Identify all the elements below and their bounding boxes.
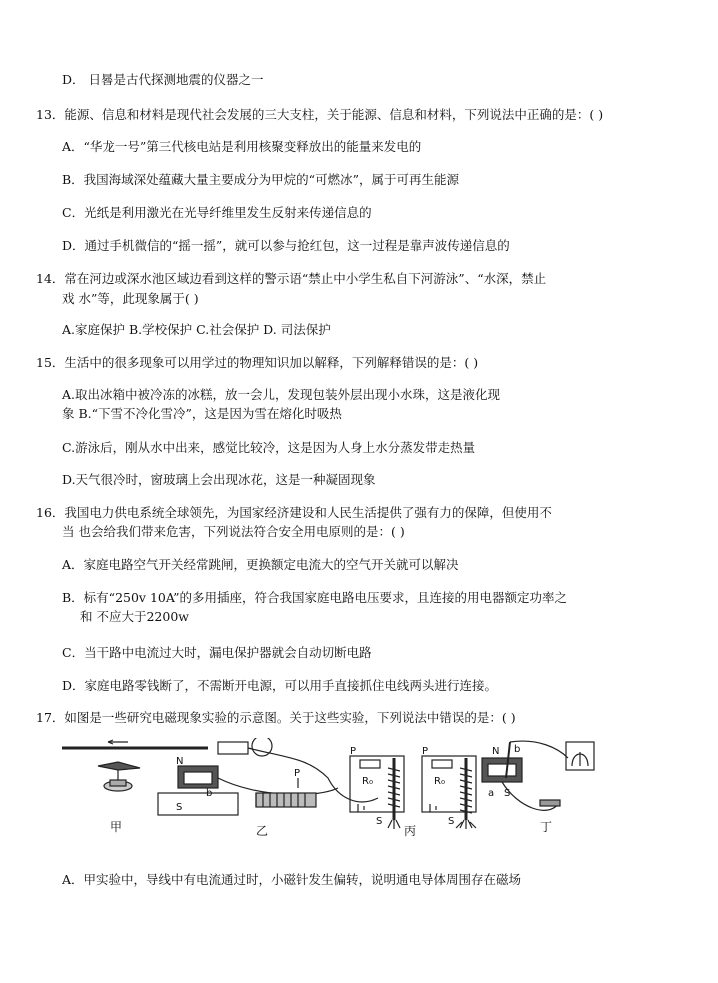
label-n-ding: N (492, 746, 500, 757)
text-line: D．通过手机微信的“摇一摇”，就可以参与抢红包，这一过程是靠声波传递信息的 (62, 238, 510, 253)
text-line: C.游泳后，刚从水中出来，感觉比较冷，这是因为人身上水分蒸发带走热量 (62, 440, 476, 455)
label-p-yi: P (294, 768, 301, 779)
text-line: 13．能源、信息和材料是现代社会发展的三大支柱，关于能源、信息和材料，下列说法中正确的是：( ) (36, 107, 604, 122)
caption-ding: 丁 (540, 820, 553, 834)
text-line: B．我国海域深处蕴藏大量主要成分为甲烷的“可燃冰”，属于可再生能源 (62, 172, 459, 187)
text-line: 17．如图是一些研究电磁现象实验的示意图。关于这些实验，下列说法中错误的是：( ) (36, 710, 516, 725)
label-r0-bing2: R₀ (434, 776, 445, 787)
caption-yi: 乙 (256, 824, 269, 838)
text-line: C．光纸是利用激光在光导纤维里发生反射来传递信息的 (62, 205, 372, 220)
text-line: A.取出冰箱中被冷冻的冰糕，放一会儿，发现包装外层出现小水珠，这是液化现 (62, 387, 501, 402)
text-line: D.天气很冷时，窗玻璃上会出现冰花，这是一种凝固现象 (62, 472, 376, 487)
electromagnetism-figure (58, 738, 598, 838)
text-line: 和 不应大于2200w (80, 609, 189, 624)
label-s-yi: S (176, 802, 183, 813)
label-a-ding: a (488, 788, 495, 799)
text-line: 14．常在河边或深水池区域边看到这样的警示语“禁止中小学生私自下河游泳”、“水深，禁止 (36, 271, 547, 286)
text-line: B．标有“250v 10A”的多用插座，符合我国家庭电路电压要求，且连接的用电器额定功率之 (62, 590, 567, 605)
experiment-yi (158, 738, 378, 815)
label-p-bing1: P (350, 746, 357, 757)
label-s-ding: S (504, 788, 511, 799)
label-b-ding: b (514, 744, 521, 755)
caption-bing: 丙 (404, 824, 417, 838)
label-p-bing2: P (422, 746, 429, 757)
label-b-yi: b (206, 788, 213, 799)
text-line: C．当干路中电流过大时，漏电保护器就会自动切断电路 (62, 645, 372, 660)
caption-jia: 甲 (110, 820, 123, 834)
label-s-bing2: S (448, 816, 455, 827)
text-line: 16．我国电力供电系统全球领先，为国家经济建设和人民生活提供了强有力的保障，但使用不 (36, 505, 552, 520)
text-line: 15．生活中的很多现象可以用学过的物理知识加以解释，下列解释错误的是：( ) (36, 355, 479, 370)
text-line: A．“华龙一号”第三代核电站是利用核聚变释放出的能量来发电的 (62, 139, 422, 154)
experiment-bing (350, 756, 476, 829)
text-line: 戏 水”等，此现象属于( ) (62, 291, 199, 306)
text-line: D．家庭电路零钱断了，不需断开电源，可以用手直接抓住电线两头进行连接。 (62, 678, 498, 693)
text-line: A．家庭电路空气开关经常跳闸，更换额定电流大的空气开关就可以解决 (62, 557, 459, 572)
text-line: A．甲实验中，导线中有电流通过时，小磁针发生偏转，说明通电导体周围存在磁场 (62, 872, 522, 887)
label-s-bing1: S (376, 816, 383, 827)
text-line: A.家庭保护 B.学校保护 C.社会保护 D. 司法保护 (62, 322, 331, 337)
text-line: 当 也会给我们带来危害，下列说法符合安全用电原则的是：( ) (62, 524, 405, 539)
label-n-yi: N (176, 756, 184, 767)
label-r0-bing1: R₀ (362, 776, 373, 787)
text-line: D． 日晷是古代探测地震的仪器之一 (62, 72, 264, 87)
text-line: 象 B.“下雪不冷化雪冷”，这是因为雪在熔化时吸热 (62, 406, 342, 421)
